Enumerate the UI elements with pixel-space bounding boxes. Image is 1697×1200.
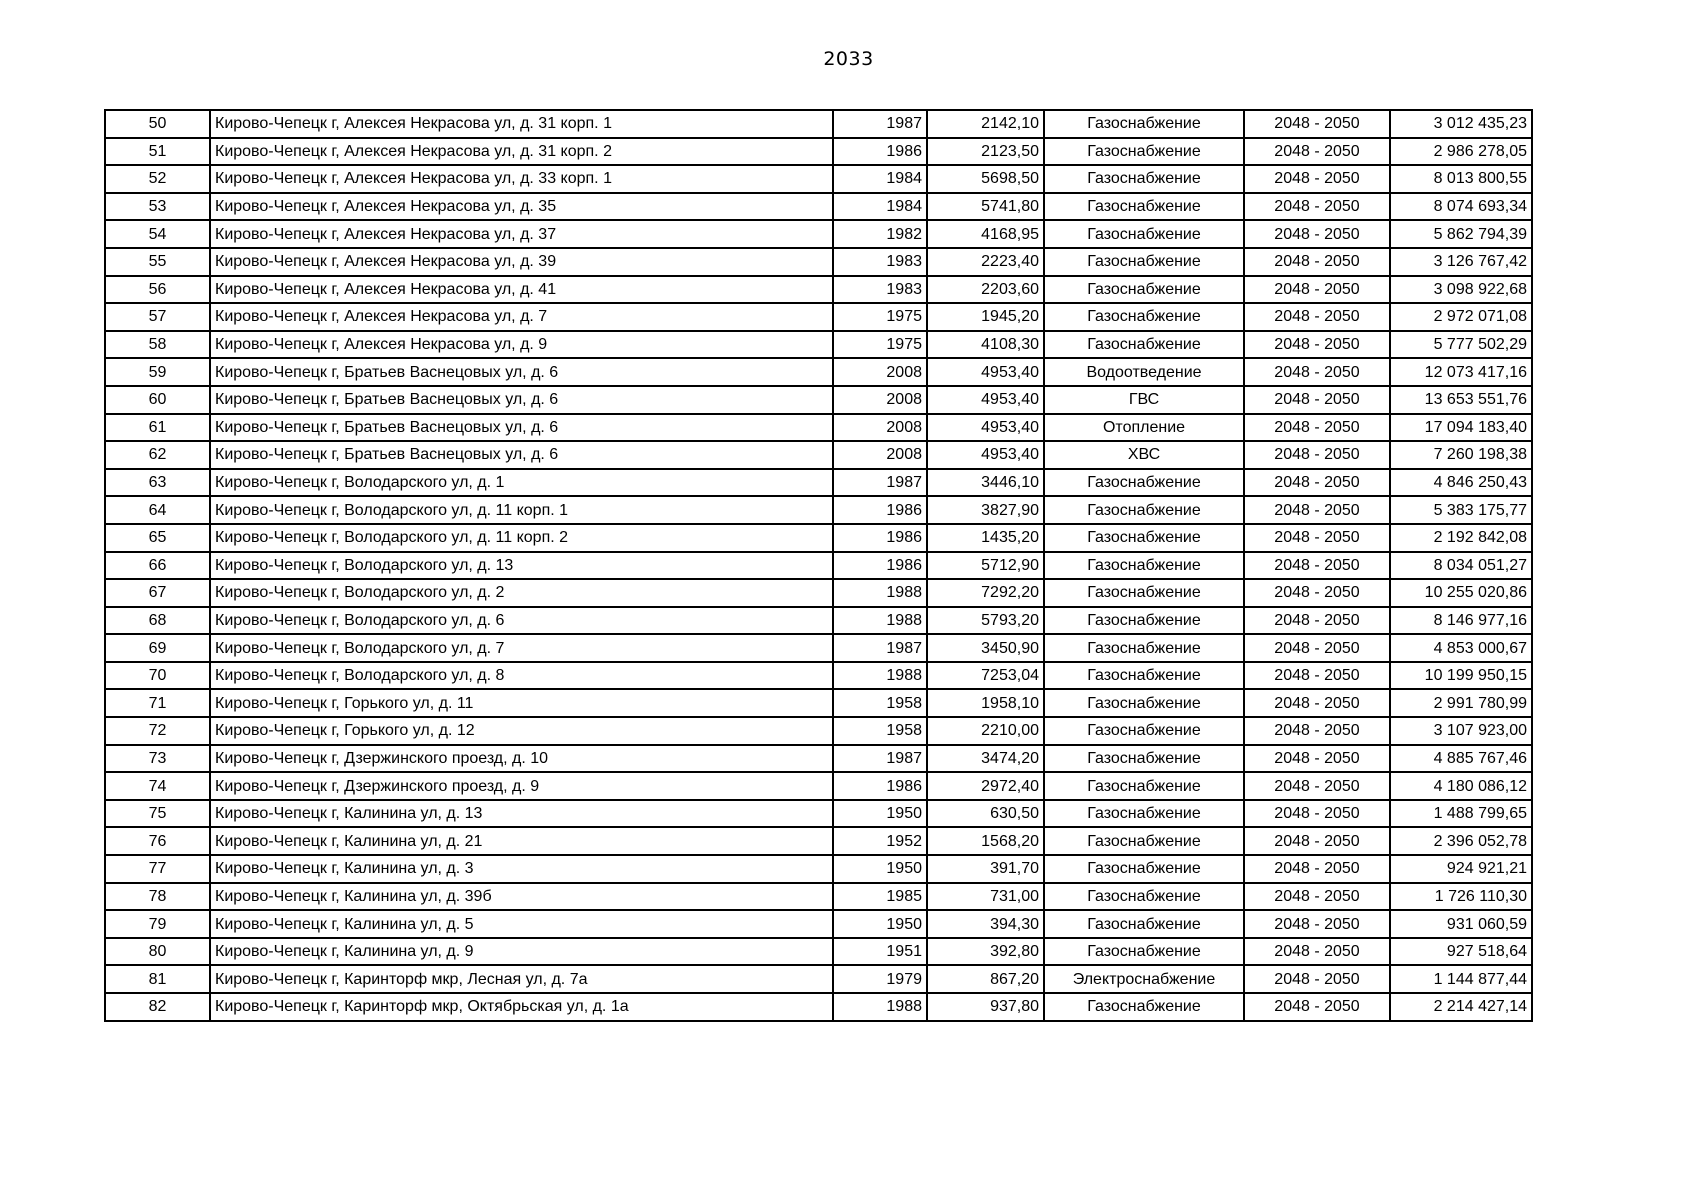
cell-period: 2048 - 2050 [1244,138,1390,166]
cell-build-year: 1983 [833,276,927,304]
cell-area: 867,20 [927,965,1044,993]
cell-address: Кирово-Чепецк г, Володарского ул, д. 1 [210,469,833,497]
cell-build-year: 1986 [833,772,927,800]
cell-build-year: 2008 [833,386,927,414]
cell-address: Кирово-Чепецк г, Калинина ул, д. 13 [210,800,833,828]
cell-period: 2048 - 2050 [1244,276,1390,304]
table-row [105,220,1532,248]
cell-address: Кирово-Чепецк г, Каринторф мкр, Октябрьская ул, д. 1а [210,993,833,1021]
cell-work-type: Электроснабжение [1044,965,1244,993]
cell-work-type: Газоснабжение [1044,496,1244,524]
cell-work-type: Газоснабжение [1044,607,1244,635]
cell-row-number: 79 [105,910,210,938]
cell-cost: 1 488 799,65 [1390,800,1532,828]
cell-build-year: 1958 [833,717,927,745]
table-row [105,552,1532,580]
cell-period: 2048 - 2050 [1244,110,1390,138]
cell-address: Кирово-Чепецк г, Алексея Некрасова ул, д. 9 [210,331,833,359]
cell-address: Кирово-Чепецк г, Володарского ул, д. 8 [210,662,833,690]
cell-row-number: 61 [105,414,210,442]
cell-row-number: 76 [105,827,210,855]
cell-period: 2048 - 2050 [1244,634,1390,662]
cell-period: 2048 - 2050 [1244,469,1390,497]
cell-area: 3827,90 [927,496,1044,524]
cell-address: Кирово-Чепецк г, Братьев Васнецовых ул, д. 6 [210,386,833,414]
cell-address: Кирово-Чепецк г, Калинина ул, д. 21 [210,827,833,855]
cell-area: 630,50 [927,800,1044,828]
cell-row-number: 80 [105,938,210,966]
table-row [105,717,1532,745]
cell-cost: 4 853 000,67 [1390,634,1532,662]
cell-row-number: 69 [105,634,210,662]
cell-area: 1435,20 [927,524,1044,552]
cell-row-number: 75 [105,800,210,828]
cell-cost: 1 144 877,44 [1390,965,1532,993]
cell-period: 2048 - 2050 [1244,883,1390,911]
cell-build-year: 1950 [833,800,927,828]
cell-build-year: 1950 [833,855,927,883]
cell-area: 2123,50 [927,138,1044,166]
cell-cost: 10 199 950,15 [1390,662,1532,690]
cell-row-number: 65 [105,524,210,552]
cell-row-number: 59 [105,358,210,386]
cell-build-year: 1987 [833,110,927,138]
cell-period: 2048 - 2050 [1244,552,1390,580]
cell-cost: 3 107 923,00 [1390,717,1532,745]
cell-build-year: 1986 [833,552,927,580]
table-row [105,276,1532,304]
cell-address: Кирово-Чепецк г, Братьев Васнецовых ул, д. 6 [210,358,833,386]
cell-period: 2048 - 2050 [1244,827,1390,855]
cell-area: 4168,95 [927,220,1044,248]
page-number: 2033 [823,48,874,70]
cell-cost: 4 846 250,43 [1390,469,1532,497]
cell-area: 7253,04 [927,662,1044,690]
cell-period: 2048 - 2050 [1244,303,1390,331]
cell-build-year: 2008 [833,414,927,442]
cell-address: Кирово-Чепецк г, Володарского ул, д. 7 [210,634,833,662]
cell-work-type: Газоснабжение [1044,717,1244,745]
cell-area: 2142,10 [927,110,1044,138]
cell-build-year: 1988 [833,607,927,635]
cell-area: 1945,20 [927,303,1044,331]
cell-period: 2048 - 2050 [1244,331,1390,359]
cell-address: Кирово-Чепецк г, Алексея Некрасова ул, д. 41 [210,276,833,304]
cell-address: Кирово-Чепецк г, Калинина ул, д. 39б [210,883,833,911]
cell-period: 2048 - 2050 [1244,496,1390,524]
cell-build-year: 1952 [833,827,927,855]
cell-work-type: Отопление [1044,414,1244,442]
cell-work-type: Газоснабжение [1044,800,1244,828]
cell-build-year: 1986 [833,138,927,166]
cell-row-number: 56 [105,276,210,304]
cell-period: 2048 - 2050 [1244,607,1390,635]
cell-build-year: 1951 [833,938,927,966]
cell-build-year: 1988 [833,579,927,607]
cell-address: Кирово-Чепецк г, Братьев Васнецовых ул, д. 6 [210,414,833,442]
cell-row-number: 77 [105,855,210,883]
cell-work-type: Газоснабжение [1044,883,1244,911]
cell-area: 1568,20 [927,827,1044,855]
cell-row-number: 51 [105,138,210,166]
table-row [105,689,1532,717]
cell-area: 4953,40 [927,441,1044,469]
cell-row-number: 73 [105,745,210,773]
cell-cost: 8 074 693,34 [1390,193,1532,221]
table-row [105,607,1532,635]
cell-address: Кирово-Чепецк г, Алексея Некрасова ул, д. 31 корп. 2 [210,138,833,166]
cell-cost: 7 260 198,38 [1390,441,1532,469]
cell-row-number: 67 [105,579,210,607]
table-row [105,993,1532,1021]
cell-area: 3446,10 [927,469,1044,497]
cell-build-year: 2008 [833,358,927,386]
table-row [105,883,1532,911]
cell-cost: 4 180 086,12 [1390,772,1532,800]
cell-period: 2048 - 2050 [1244,358,1390,386]
cell-period: 2048 - 2050 [1244,441,1390,469]
cell-row-number: 72 [105,717,210,745]
cell-row-number: 52 [105,165,210,193]
cell-area: 2203,60 [927,276,1044,304]
cell-work-type: Газоснабжение [1044,165,1244,193]
cell-build-year: 1986 [833,524,927,552]
table-row [105,303,1532,331]
cell-cost: 8 034 051,27 [1390,552,1532,580]
cell-address: Кирово-Чепецк г, Володарского ул, д. 11 корп. 2 [210,524,833,552]
cell-row-number: 81 [105,965,210,993]
cell-build-year: 1984 [833,193,927,221]
cell-row-number: 82 [105,993,210,1021]
cell-area: 731,00 [927,883,1044,911]
table-row [105,965,1532,993]
cell-period: 2048 - 2050 [1244,386,1390,414]
cell-period: 2048 - 2050 [1244,689,1390,717]
cell-area: 5712,90 [927,552,1044,580]
cell-row-number: 71 [105,689,210,717]
cell-row-number: 57 [105,303,210,331]
cell-row-number: 53 [105,193,210,221]
cell-cost: 5 777 502,29 [1390,331,1532,359]
cell-area: 3450,90 [927,634,1044,662]
cell-address: Кирово-Чепецк г, Калинина ул, д. 5 [210,910,833,938]
cell-build-year: 1988 [833,662,927,690]
table-body [105,110,1532,1021]
cell-work-type: Газоснабжение [1044,689,1244,717]
cell-work-type: Газоснабжение [1044,993,1244,1021]
cell-work-type: ГВС [1044,386,1244,414]
cell-cost: 8 146 977,16 [1390,607,1532,635]
cell-cost: 17 094 183,40 [1390,414,1532,442]
table-row [105,800,1532,828]
table-row [105,358,1532,386]
cell-cost: 2 214 427,14 [1390,993,1532,1021]
cell-period: 2048 - 2050 [1244,772,1390,800]
cell-row-number: 58 [105,331,210,359]
cell-row-number: 63 [105,469,210,497]
cell-build-year: 1950 [833,910,927,938]
cell-row-number: 54 [105,220,210,248]
table-row [105,110,1532,138]
cell-area: 5698,50 [927,165,1044,193]
table-row [105,579,1532,607]
cell-address: Кирово-Чепецк г, Горького ул, д. 11 [210,689,833,717]
table-row [105,331,1532,359]
cell-build-year: 1987 [833,469,927,497]
table-row [105,165,1532,193]
cell-cost: 13 653 551,76 [1390,386,1532,414]
cell-area: 2210,00 [927,717,1044,745]
cell-build-year: 1987 [833,634,927,662]
cell-area: 3474,20 [927,745,1044,773]
cell-cost: 10 255 020,86 [1390,579,1532,607]
cell-period: 2048 - 2050 [1244,662,1390,690]
cell-address: Кирово-Чепецк г, Калинина ул, д. 3 [210,855,833,883]
table-row [105,827,1532,855]
cell-area: 4953,40 [927,386,1044,414]
cell-work-type: Газоснабжение [1044,276,1244,304]
cell-cost: 3 098 922,68 [1390,276,1532,304]
cell-work-type: Газоснабжение [1044,138,1244,166]
cell-build-year: 2008 [833,441,927,469]
table-row [105,634,1532,662]
cell-cost: 3 012 435,23 [1390,110,1532,138]
cell-address: Кирово-Чепецк г, Володарского ул, д. 11 корп. 1 [210,496,833,524]
cell-area: 392,80 [927,938,1044,966]
cell-period: 2048 - 2050 [1244,717,1390,745]
cell-period: 2048 - 2050 [1244,220,1390,248]
cell-work-type: Газоснабжение [1044,827,1244,855]
cell-row-number: 64 [105,496,210,524]
cell-area: 394,30 [927,910,1044,938]
cell-cost: 927 518,64 [1390,938,1532,966]
cell-work-type: Газоснабжение [1044,524,1244,552]
cell-area: 4953,40 [927,414,1044,442]
cell-period: 2048 - 2050 [1244,938,1390,966]
cell-period: 2048 - 2050 [1244,745,1390,773]
table-row [105,469,1532,497]
cell-area: 937,80 [927,993,1044,1021]
cell-address: Кирово-Чепецк г, Алексея Некрасова ул, д. 31 корп. 1 [210,110,833,138]
cell-work-type: Водоотведение [1044,358,1244,386]
table-row [105,496,1532,524]
cell-work-type: Газоснабжение [1044,469,1244,497]
cell-build-year: 1985 [833,883,927,911]
cell-row-number: 55 [105,248,210,276]
cell-area: 7292,20 [927,579,1044,607]
cell-address: Кирово-Чепецк г, Алексея Некрасова ул, д. 39 [210,248,833,276]
cell-row-number: 78 [105,883,210,911]
cell-row-number: 68 [105,607,210,635]
cell-area: 5741,80 [927,193,1044,221]
table-row [105,855,1532,883]
cell-cost: 2 396 052,78 [1390,827,1532,855]
cell-work-type: Газоснабжение [1044,248,1244,276]
cell-build-year: 1987 [833,745,927,773]
cell-period: 2048 - 2050 [1244,910,1390,938]
cell-work-type: ХВС [1044,441,1244,469]
table-row [105,248,1532,276]
cell-address: Кирово-Чепецк г, Калинина ул, д. 9 [210,938,833,966]
cell-period: 2048 - 2050 [1244,800,1390,828]
cell-work-type: Газоснабжение [1044,634,1244,662]
cell-work-type: Газоснабжение [1044,552,1244,580]
cell-address: Кирово-Чепецк г, Алексея Некрасова ул, д. 7 [210,303,833,331]
table-row [105,414,1532,442]
cell-cost: 5 383 175,77 [1390,496,1532,524]
cell-period: 2048 - 2050 [1244,855,1390,883]
cell-address: Кирово-Чепецк г, Каринторф мкр, Лесная ул, д. 7а [210,965,833,993]
cell-cost: 1 726 110,30 [1390,883,1532,911]
cell-build-year: 1975 [833,331,927,359]
cell-work-type: Газоснабжение [1044,938,1244,966]
cell-area: 4953,40 [927,358,1044,386]
cell-cost: 5 862 794,39 [1390,220,1532,248]
cell-period: 2048 - 2050 [1244,524,1390,552]
cell-address: Кирово-Чепецк г, Алексея Некрасова ул, д. 37 [210,220,833,248]
cell-period: 2048 - 2050 [1244,165,1390,193]
cell-work-type: Газоснабжение [1044,579,1244,607]
table-row [105,193,1532,221]
cell-build-year: 1988 [833,993,927,1021]
cell-work-type: Газоснабжение [1044,303,1244,331]
cell-area: 1958,10 [927,689,1044,717]
cell-area: 4108,30 [927,331,1044,359]
cell-work-type: Газоснабжение [1044,662,1244,690]
cell-work-type: Газоснабжение [1044,110,1244,138]
table-row [105,138,1532,166]
cell-work-type: Газоснабжение [1044,855,1244,883]
cell-cost: 2 192 842,08 [1390,524,1532,552]
cell-address: Кирово-Чепецк г, Алексея Некрасова ул, д. 35 [210,193,833,221]
data-table [104,109,1533,1022]
cell-area: 5793,20 [927,607,1044,635]
cell-work-type: Газоснабжение [1044,331,1244,359]
table-row [105,745,1532,773]
cell-build-year: 1984 [833,165,927,193]
cell-period: 2048 - 2050 [1244,993,1390,1021]
cell-work-type: Газоснабжение [1044,220,1244,248]
cell-row-number: 50 [105,110,210,138]
table-row [105,386,1532,414]
cell-period: 2048 - 2050 [1244,248,1390,276]
cell-address: Кирово-Чепецк г, Дзержинского проезд, д. 9 [210,772,833,800]
cell-period: 2048 - 2050 [1244,965,1390,993]
table-row [105,441,1532,469]
cell-work-type: Газоснабжение [1044,910,1244,938]
cell-period: 2048 - 2050 [1244,579,1390,607]
cell-address: Кирово-Чепецк г, Володарского ул, д. 6 [210,607,833,635]
cell-cost: 8 013 800,55 [1390,165,1532,193]
cell-area: 2972,40 [927,772,1044,800]
cell-area: 2223,40 [927,248,1044,276]
cell-work-type: Газоснабжение [1044,772,1244,800]
cell-cost: 3 126 767,42 [1390,248,1532,276]
cell-work-type: Газоснабжение [1044,193,1244,221]
cell-address: Кирово-Чепецк г, Горького ул, д. 12 [210,717,833,745]
cell-address: Кирово-Чепецк г, Дзержинского проезд, д. 10 [210,745,833,773]
cell-cost: 2 972 071,08 [1390,303,1532,331]
cell-cost: 4 885 767,46 [1390,745,1532,773]
cell-address: Кирово-Чепецк г, Братьев Васнецовых ул, д. 6 [210,441,833,469]
cell-area: 391,70 [927,855,1044,883]
cell-row-number: 70 [105,662,210,690]
cell-build-year: 1979 [833,965,927,993]
table-row [105,524,1532,552]
cell-build-year: 1958 [833,689,927,717]
cell-cost: 931 060,59 [1390,910,1532,938]
cell-build-year: 1986 [833,496,927,524]
cell-build-year: 1982 [833,220,927,248]
cell-work-type: Газоснабжение [1044,745,1244,773]
cell-address: Кирово-Чепецк г, Алексея Некрасова ул, д. 33 корп. 1 [210,165,833,193]
table-row [105,662,1532,690]
cell-row-number: 62 [105,441,210,469]
cell-period: 2048 - 2050 [1244,193,1390,221]
cell-build-year: 1975 [833,303,927,331]
cell-build-year: 1983 [833,248,927,276]
table-row [105,772,1532,800]
cell-row-number: 60 [105,386,210,414]
cell-cost: 12 073 417,16 [1390,358,1532,386]
cell-cost: 924 921,21 [1390,855,1532,883]
cell-address: Кирово-Чепецк г, Володарского ул, д. 2 [210,579,833,607]
table-row [105,938,1532,966]
cell-period: 2048 - 2050 [1244,414,1390,442]
cell-row-number: 74 [105,772,210,800]
cell-address: Кирово-Чепецк г, Володарского ул, д. 13 [210,552,833,580]
table-row [105,910,1532,938]
cell-cost: 2 986 278,05 [1390,138,1532,166]
cell-row-number: 66 [105,552,210,580]
cell-cost: 2 991 780,99 [1390,689,1532,717]
